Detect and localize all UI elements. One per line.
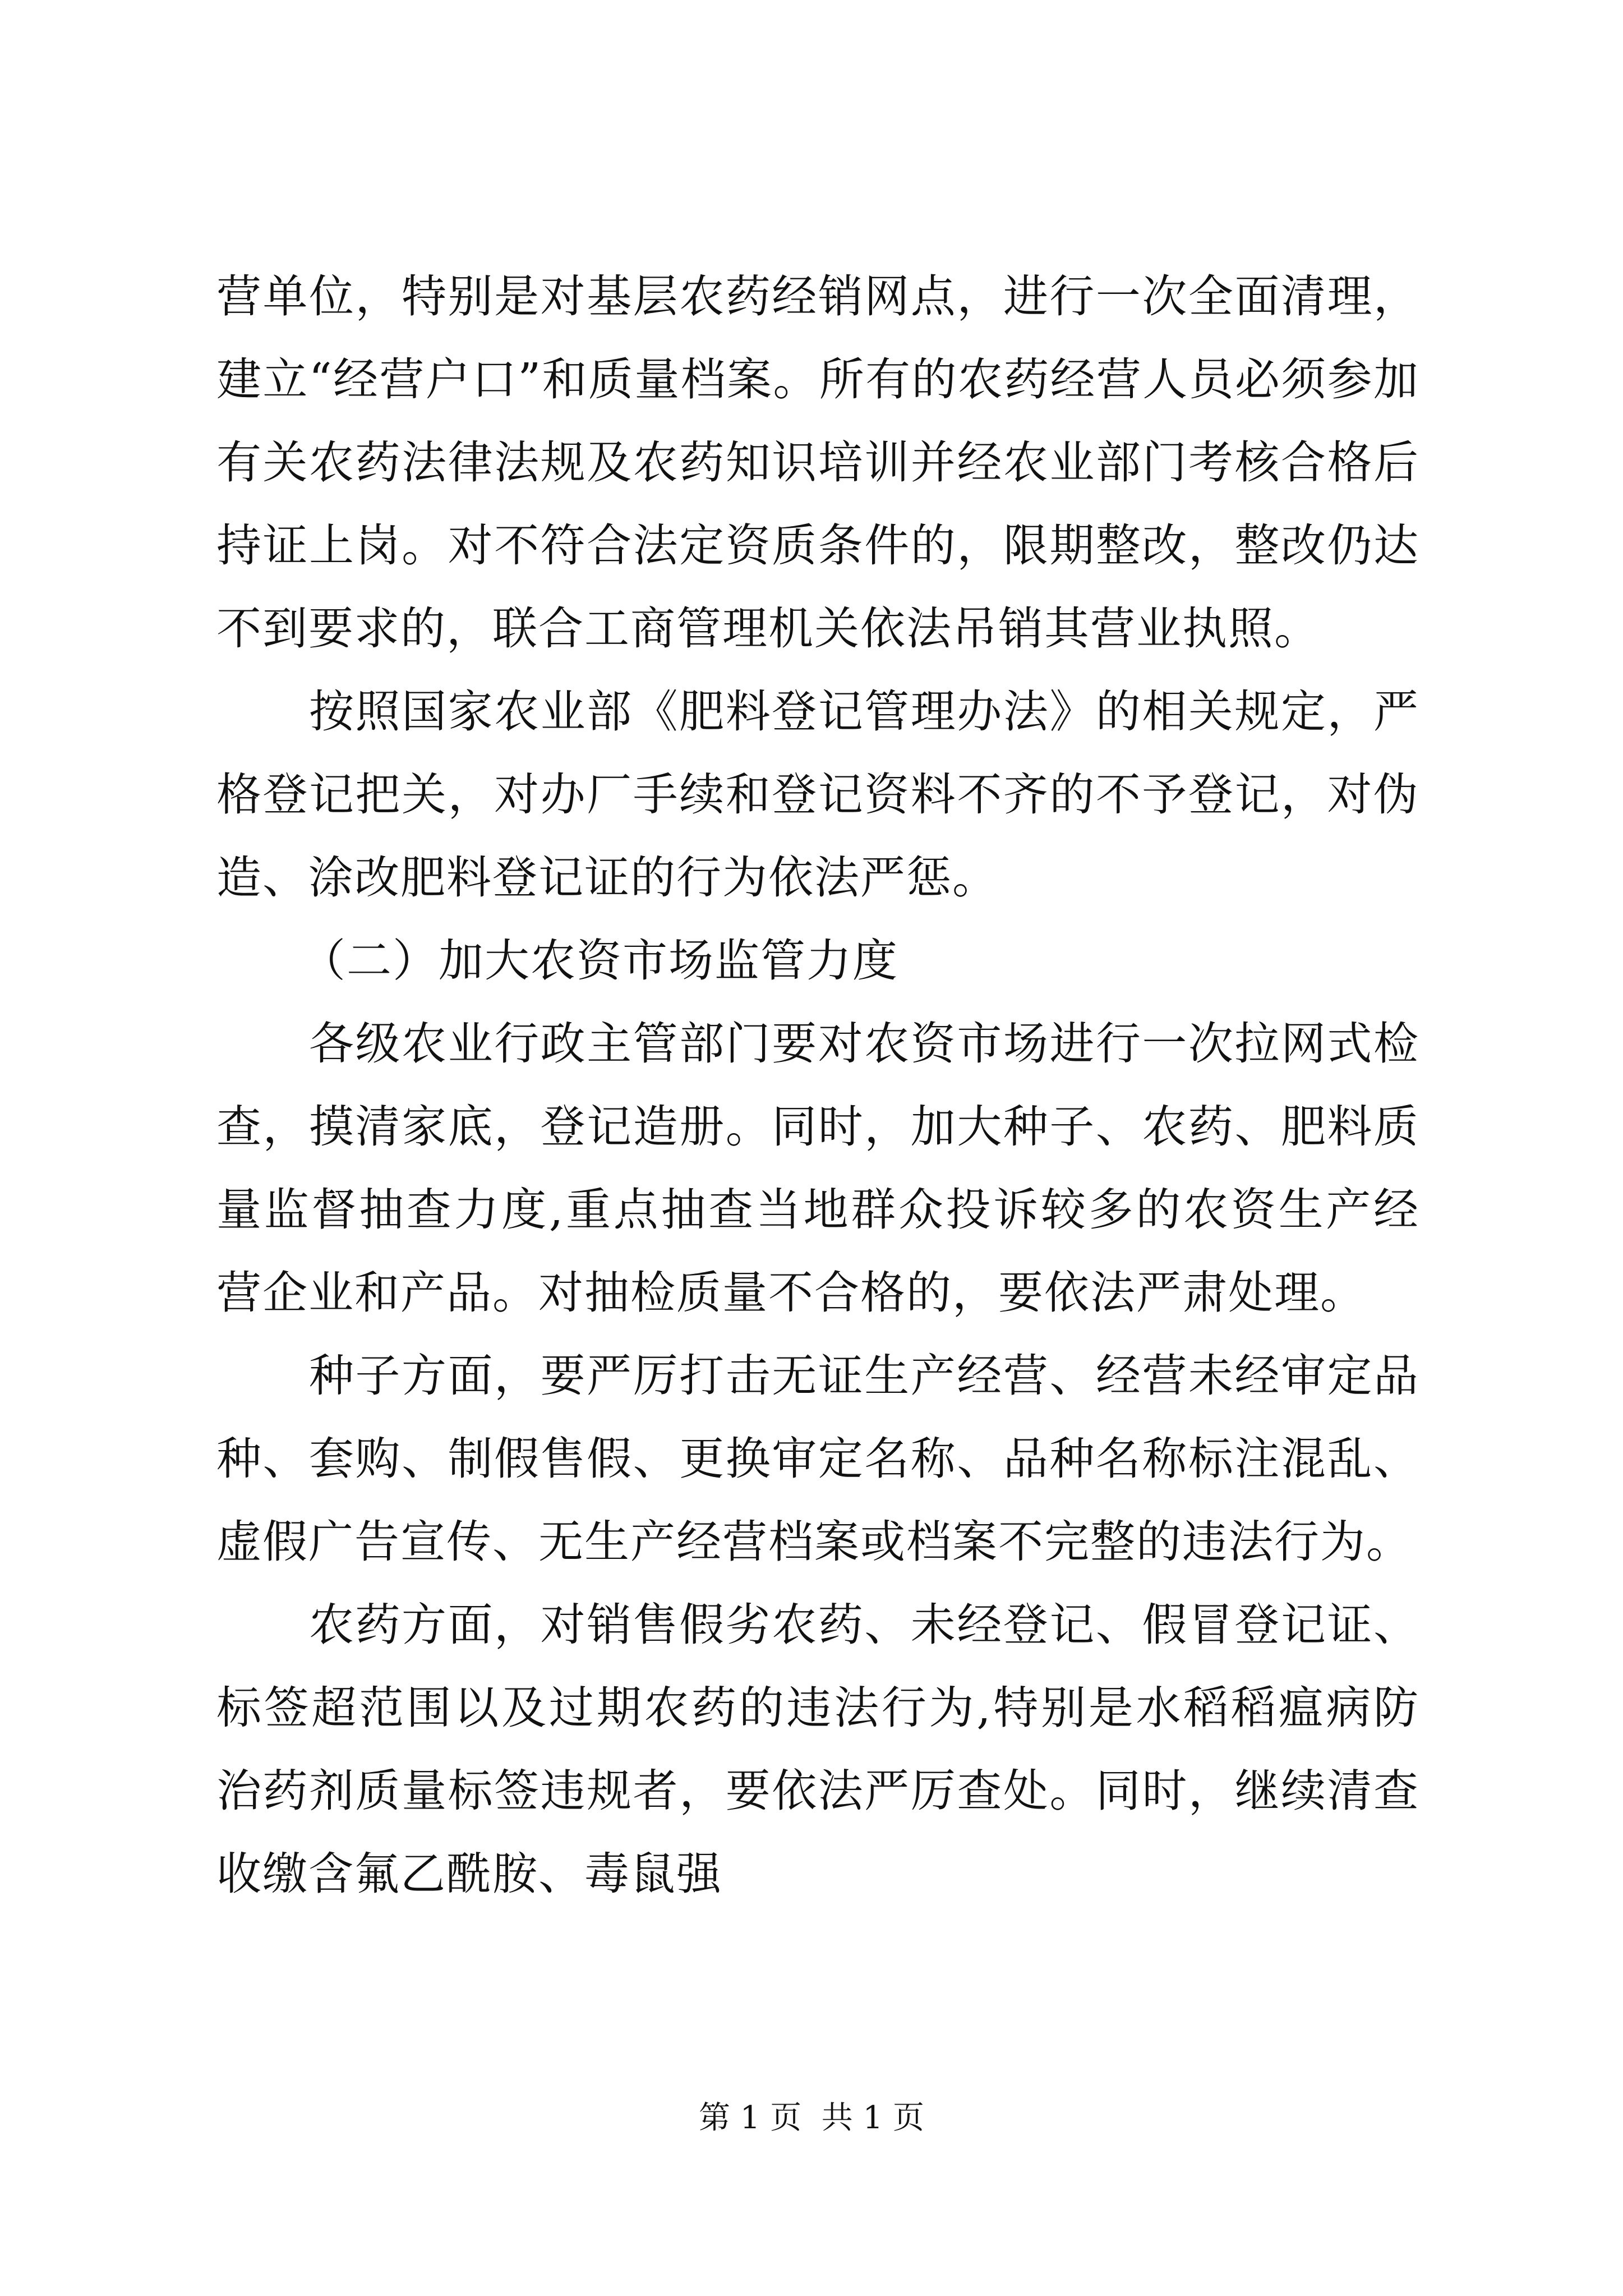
document-body — [216, 255, 1419, 1916]
page-footer: 第 1 页 共 1 页 — [698, 2100, 925, 2136]
paragraph-pesticides: 农药方面，对销售假劣农药、未经登记、假冒登记证、标签超范围以及过期农药的违法行为,特别是水稻稻瘟病防治药剂质量标签违规者，要依法严厉查处。同时，继续清查收缴含氟乙酰胺、毒鼠强 — [216, 1599, 1419, 1900]
paragraph-seeds: 种子方面，要严厉打击无证生产经营、经营未经审定品种、套购、制假售假、更换审定名称、品种名称标注混乱、虚假广告宣传、无生产经营档案或档案不完整的违法行为。 — [216, 1350, 1419, 1568]
paragraph-market-inspection: 各级农业行政主管部门要对农资市场进行一次拉网式检查，摸清家底，登记造册。同时，加大种子、农药、肥料质量监督抽查力度,重点抽查当地群众投诉较多的农资生产经营企业和产品。对抽检质量不合格的，要依法严肃处理。 — [216, 1018, 1419, 1319]
section-heading: （二）加大农资市场监管力度 — [301, 935, 898, 987]
paragraph-fertilizer-registration: 按照国家农业部《肥料登记管理办法》的相关规定，严格登记把关，对办厂手续和登记资料不齐的不予登记，对伪造、涂改肥料登记证的行为依法严惩。 — [216, 685, 1419, 904]
paragraph-continuation: 营单位，特别是对基层农药经销网点，进行一次全面清理，建立“经营户口”和质量档案。所有的农药经营人员必须参加有关农药法律法规及农药知识培训并经农业部门考核合格后持证上岗。对不符合法定资质条件的，限期整改，整改仍达不到要求的，联合工商管理机关依法吊销其营业执照。 — [216, 270, 1419, 655]
